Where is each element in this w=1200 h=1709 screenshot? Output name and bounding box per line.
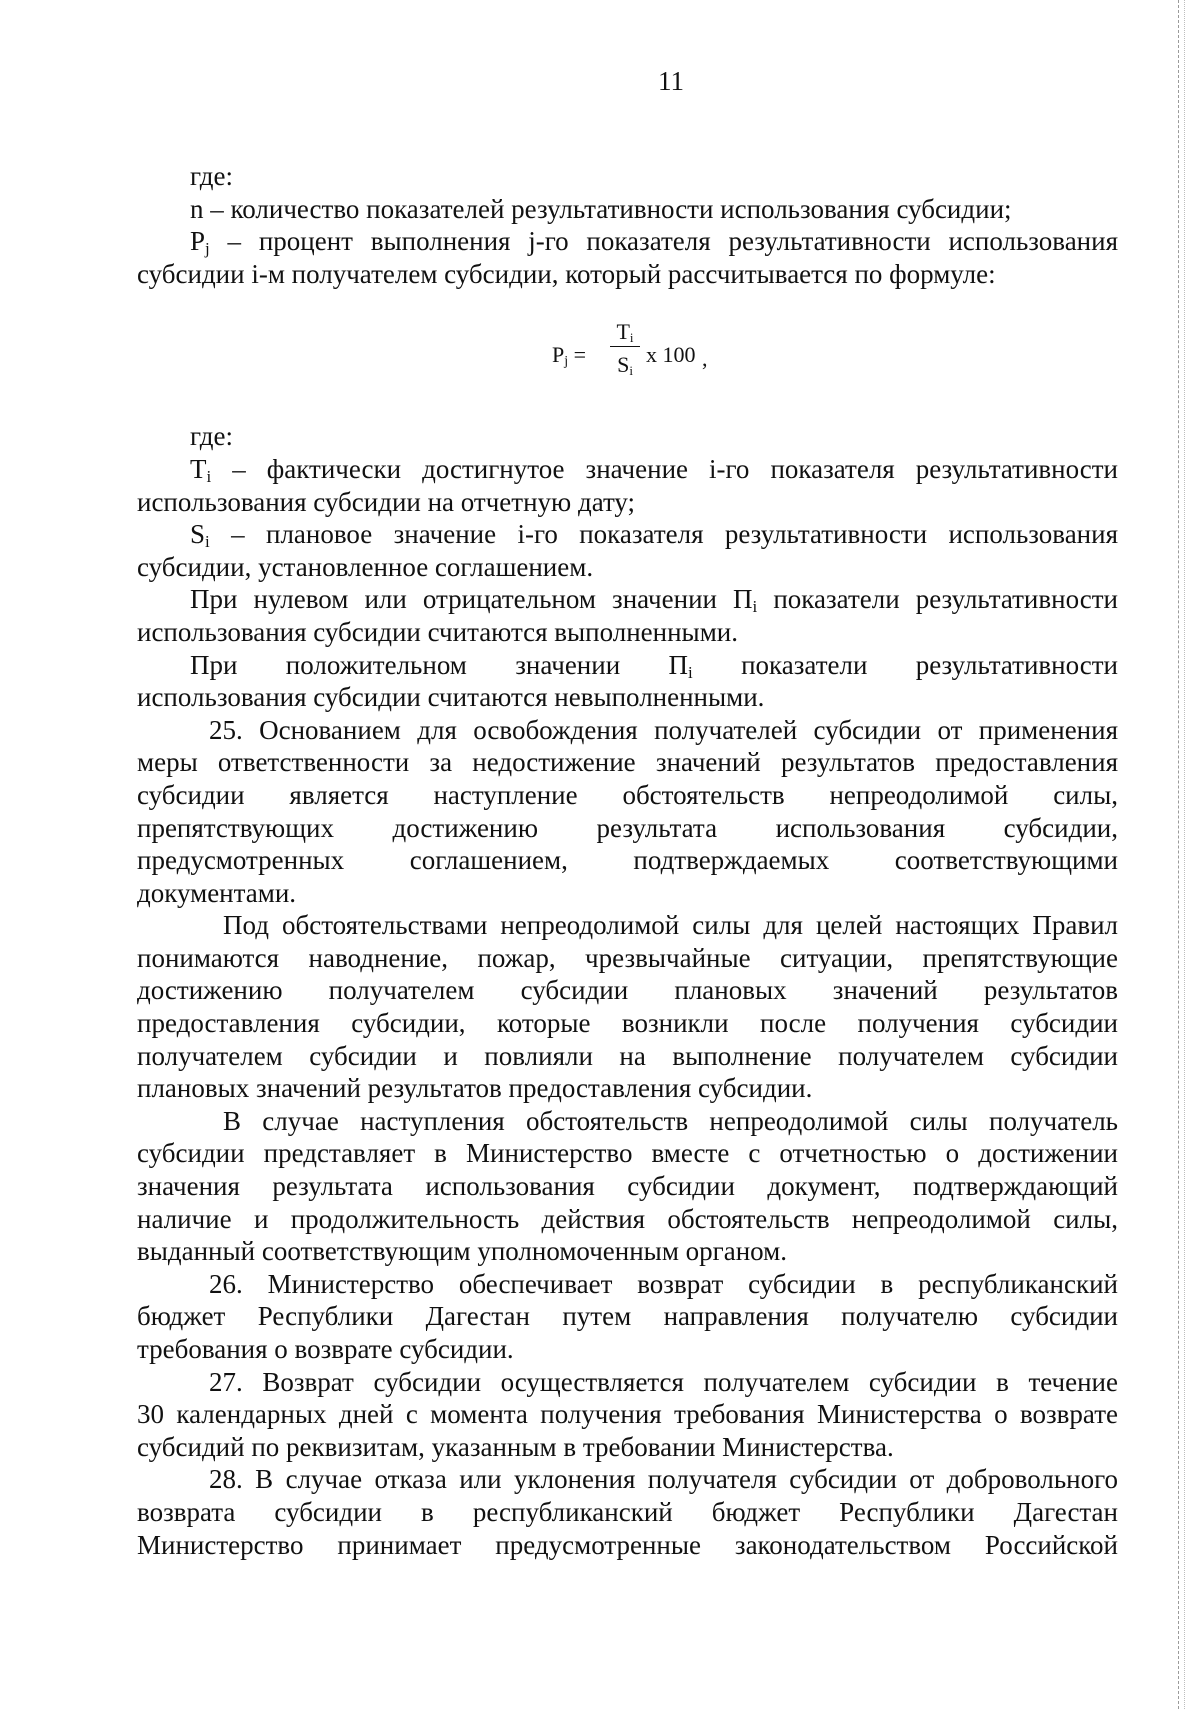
text-line: Министерство принимает предусмотренные законодательством Российской — [137, 1529, 1118, 1560]
text-line: использования субсидии на отчетную дату; — [137, 486, 636, 517]
text-line: бюджет Республики Дагестан путем направления получателю субсидии — [137, 1301, 1118, 1332]
formula-block — [137, 290, 1118, 420]
formula-fraction — [610, 316, 640, 377]
text-line: где: — [190, 161, 233, 191]
text-line: предусмотренных соглашением, подтверждаемых соответствующими — [137, 845, 1118, 876]
text-line: При положительном значении $П_i$ показатели результативности — [190, 649, 1118, 682]
text-line: 26. Министерство обеспечивает возврат субсидии в республиканский — [209, 1268, 1118, 1299]
text-line: использования субсидии считаются выполненными. — [137, 616, 738, 647]
text-line: понимаются наводнение, пожар, чрезвычайные ситуации, препятствующие — [137, 942, 1118, 973]
document-body — [137, 160, 1118, 1561]
text-line: значения результата использования субсидии документ, подтверждающий — [137, 1171, 1118, 1202]
text-line: где: — [190, 421, 233, 452]
text-line: наличие и продолжительность действия обстоятельств непреодолимой силы, — [137, 1203, 1118, 1234]
text-line: меры ответственности за недостижение значений результатов предоставления — [137, 747, 1118, 778]
text-line: n – количество показателей результативности использования субсидии; — [190, 193, 1012, 224]
text-line: получателем субсидии и повлияли на выполнение получателем субсидии — [137, 1040, 1118, 1071]
text-line: В случае наступления обстоятельств непреодолимой силы получатель — [223, 1105, 1118, 1136]
text-line: 27. Возврат субсидии осуществляется получателем субсидии в течение — [209, 1366, 1118, 1397]
text-line: субсидии представляет в Министерство вместе с отчетностью о достижении — [137, 1138, 1118, 1169]
text-line: субсидий по реквизитам, указанным в требовании Министерства. — [137, 1431, 894, 1462]
text-line: достижению получателем субсидии плановых значений результатов — [137, 975, 1118, 1006]
fraction-bar — [610, 346, 640, 347]
text-line: 30 календарных дней с момента получения требования Министерства о возврате — [137, 1399, 1118, 1430]
text-line: субсидии является наступление обстоятельств непреодолимой силы, — [137, 779, 1118, 810]
text-line: субсидии, установленное соглашением. — [137, 551, 594, 582]
text-line: субсидии i-м получателем субсидии, который рассчитывается по формуле: — [137, 258, 996, 289]
scan-edge-line-secondary — [1184, 0, 1185, 1709]
text-line: использования субсидии считаются невыполненными. — [137, 682, 765, 713]
text-line: $T_i$ – фактически достигнутое значение i-го показателя результативности — [190, 453, 1118, 486]
text-line: $S_i$ – плановое значение i-го показателя результативности использования — [190, 519, 1118, 552]
text-line: предоставления субсидии, которые возникли после получения субсидии — [137, 1008, 1118, 1039]
text-line: Под обстоятельствами непреодолимой силы для целей настоящих Правил — [223, 910, 1118, 941]
text-line: При нулевом или отрицательном значении $П_i$ показатели результативности — [190, 584, 1118, 617]
formula-multiplier: x 100 — [646, 342, 696, 368]
text-line: возврата субсидии в республиканский бюджет Республики Дагестан — [137, 1496, 1118, 1527]
text-line: документами. — [137, 877, 297, 908]
formula-lhs: $P_j$ = — [552, 342, 587, 370]
formula-denominator: $S_i$ — [617, 352, 633, 379]
scan-edge-line — [1178, 0, 1179, 1709]
formula-numerator: $T_i$ — [616, 319, 634, 346]
text-line: 25. Основанием для освобождения получателей субсидии от применения — [209, 714, 1118, 745]
text-line: выданный соответствующим уполномоченным органом. — [137, 1236, 787, 1267]
text-line: препятствующих достижению результата использования субсидии, — [137, 812, 1118, 843]
text-line: 28. В случае отказа или уклонения получателя субсидии от добровольного — [209, 1464, 1118, 1495]
text-line: плановых значений результатов предоставления субсидии. — [137, 1073, 813, 1104]
text-line: $P_j$ – процент выполнения j-го показателя результативности использования — [190, 226, 1118, 259]
text-line: требования о возврате субсидии. — [137, 1334, 514, 1364]
page-number: 11 — [658, 66, 684, 96]
formula-comma: , — [702, 346, 708, 372]
